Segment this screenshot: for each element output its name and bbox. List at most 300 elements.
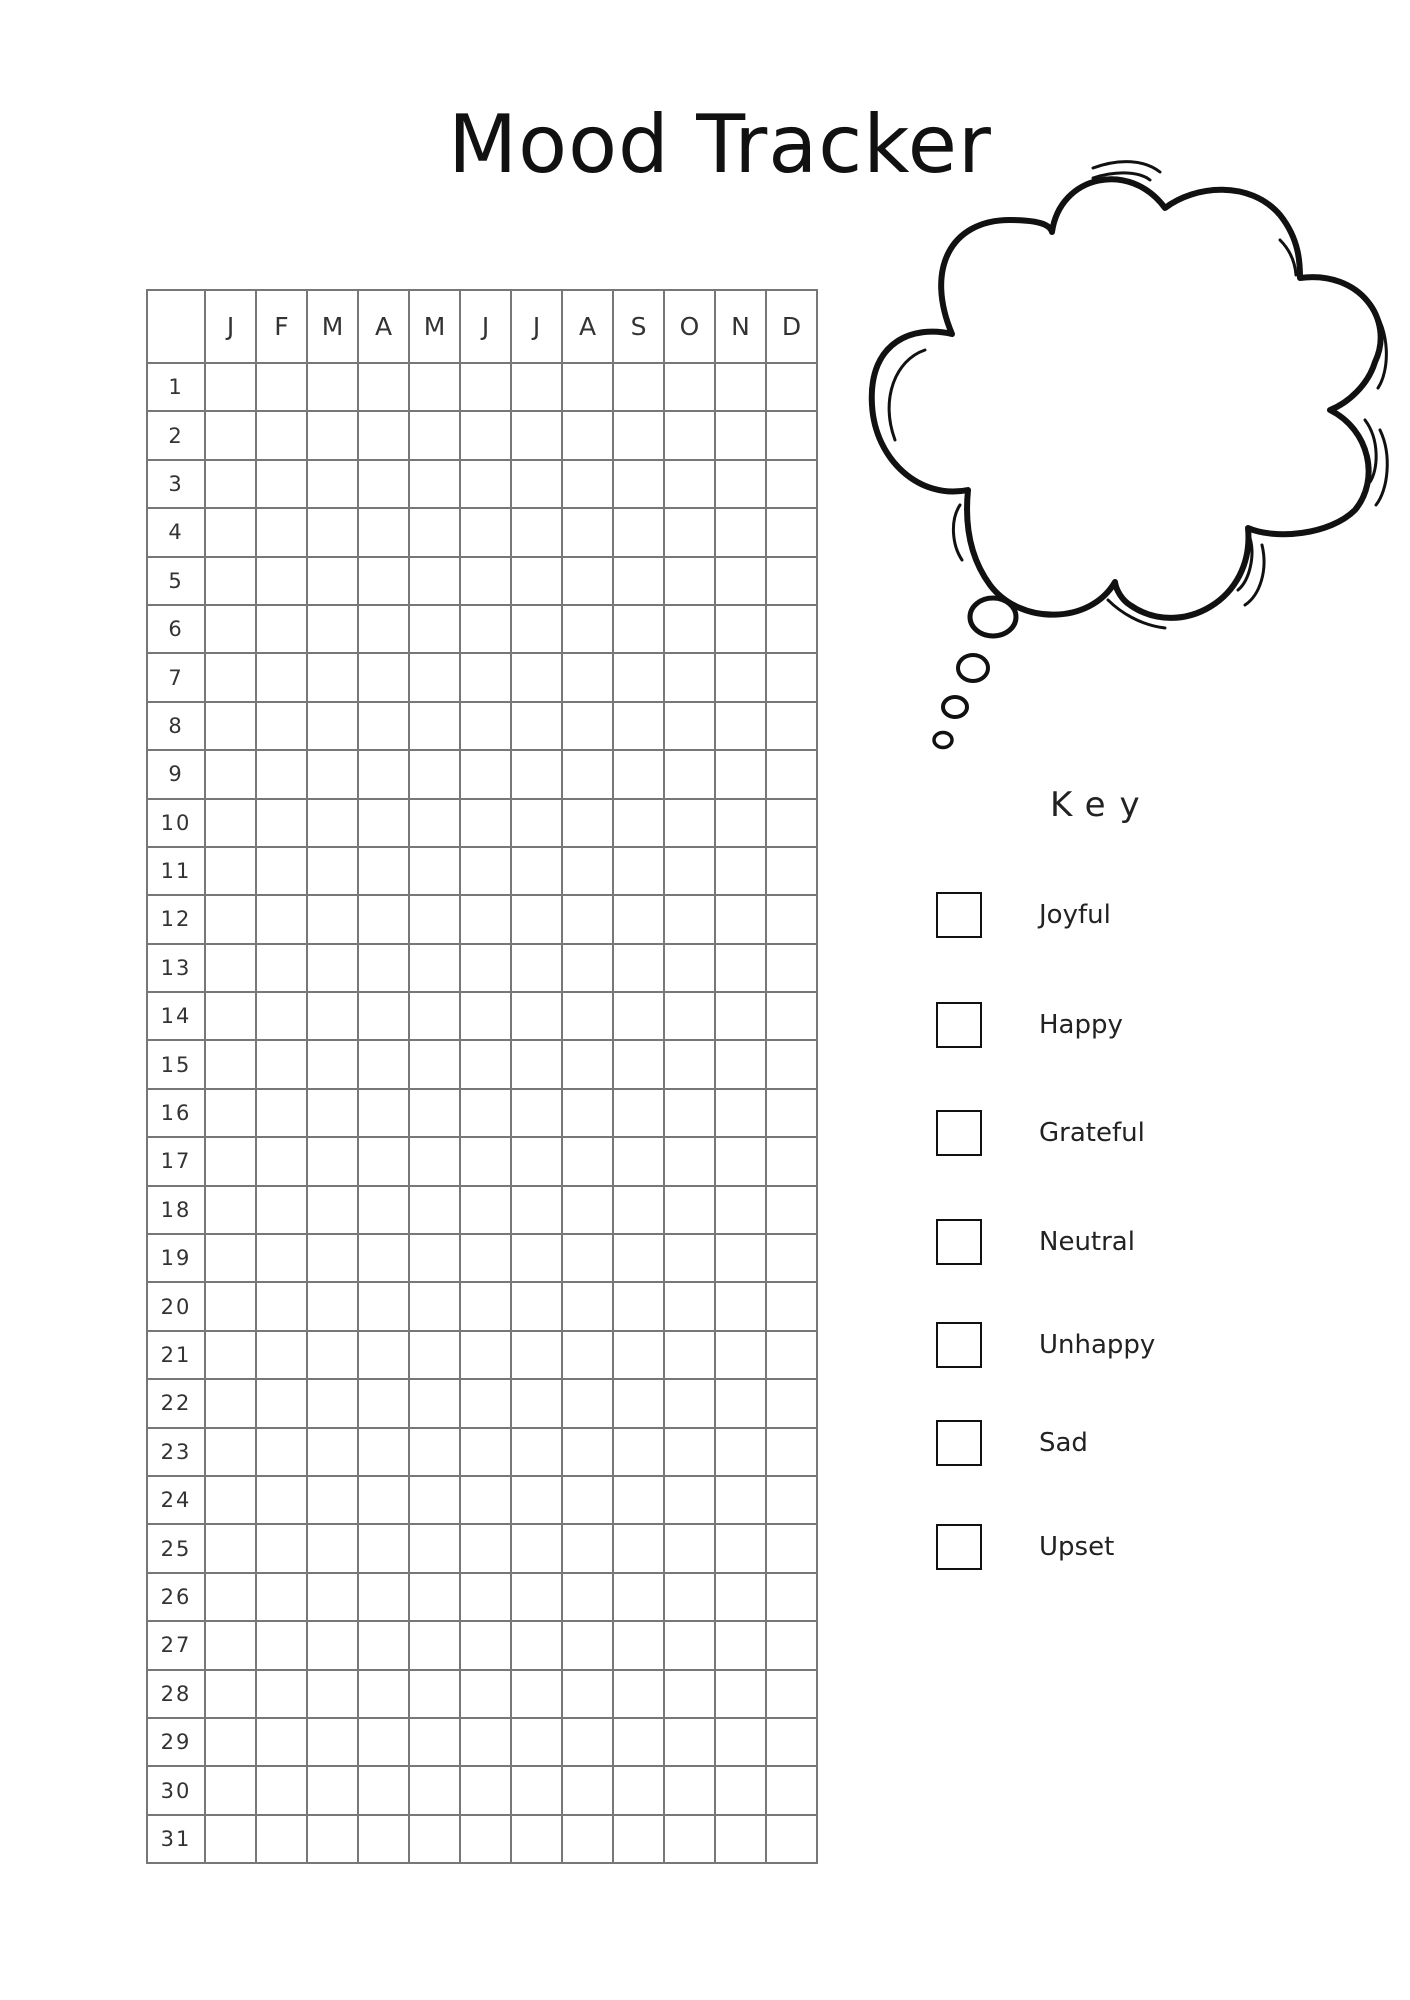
mood-cell[interactable] [256,1379,307,1427]
mood-cell[interactable] [715,605,766,653]
mood-cell[interactable] [460,799,511,847]
mood-cell[interactable] [511,1379,562,1427]
mood-cell[interactable] [766,1718,817,1766]
mood-cell[interactable] [766,1670,817,1718]
mood-cell[interactable] [664,1670,715,1718]
mood-cell[interactable] [562,1428,613,1476]
mood-cell[interactable] [307,557,358,605]
mood-cell[interactable] [613,557,664,605]
mood-cell[interactable] [460,895,511,943]
mood-cell[interactable] [766,460,817,508]
mood-cell[interactable] [205,1766,256,1814]
mood-cell[interactable] [205,557,256,605]
mood-cell[interactable] [766,1040,817,1088]
mood-cell[interactable] [511,1476,562,1524]
mood-cell[interactable] [511,1573,562,1621]
mood-cell[interactable] [307,605,358,653]
mood-cell[interactable] [358,1524,409,1572]
mood-cell[interactable] [205,363,256,411]
mood-cell[interactable] [409,1186,460,1234]
mood-cell[interactable] [715,1718,766,1766]
mood-cell[interactable] [715,1186,766,1234]
mood-cell[interactable] [409,605,460,653]
mood-cell[interactable] [562,1331,613,1379]
mood-cell[interactable] [205,1718,256,1766]
mood-cell[interactable] [307,895,358,943]
mood-cell[interactable] [715,1089,766,1137]
mood-cell[interactable] [562,847,613,895]
mood-cell[interactable] [766,653,817,701]
mood-cell[interactable] [358,1621,409,1669]
mood-cell[interactable] [562,992,613,1040]
mood-cell[interactable] [307,702,358,750]
mood-cell[interactable] [307,363,358,411]
mood-cell[interactable] [409,1379,460,1427]
mood-cell[interactable] [307,1428,358,1476]
mood-cell[interactable] [307,1670,358,1718]
mood-cell[interactable] [613,1137,664,1185]
mood-cell[interactable] [256,895,307,943]
mood-cell[interactable] [715,750,766,798]
mood-cell[interactable] [664,799,715,847]
mood-cell[interactable] [256,363,307,411]
mood-cell[interactable] [256,653,307,701]
mood-cell[interactable] [766,1137,817,1185]
mood-cell[interactable] [562,1621,613,1669]
mood-cell[interactable] [205,1089,256,1137]
mood-cell[interactable] [511,653,562,701]
mood-cell[interactable] [256,1282,307,1330]
key-color-box[interactable] [936,892,982,938]
mood-cell[interactable] [766,1766,817,1814]
mood-cell[interactable] [256,1040,307,1088]
mood-cell[interactable] [715,1621,766,1669]
mood-cell[interactable] [766,508,817,556]
key-color-box[interactable] [936,1524,982,1570]
mood-cell[interactable] [613,1621,664,1669]
mood-cell[interactable] [664,1621,715,1669]
mood-cell[interactable] [205,1331,256,1379]
mood-cell[interactable] [562,1573,613,1621]
mood-cell[interactable] [511,799,562,847]
mood-cell[interactable] [205,1282,256,1330]
mood-cell[interactable] [409,1331,460,1379]
mood-cell[interactable] [511,1766,562,1814]
mood-cell[interactable] [766,1089,817,1137]
mood-cell[interactable] [307,1379,358,1427]
mood-cell[interactable] [307,750,358,798]
mood-cell[interactable] [205,847,256,895]
mood-cell[interactable] [664,1331,715,1379]
key-color-box[interactable] [936,1420,982,1466]
mood-cell[interactable] [205,1524,256,1572]
mood-cell[interactable] [664,702,715,750]
mood-cell[interactable] [205,1573,256,1621]
mood-cell[interactable] [256,411,307,459]
mood-cell[interactable] [460,411,511,459]
key-color-box[interactable] [936,1322,982,1368]
mood-cell[interactable] [460,605,511,653]
mood-cell[interactable] [307,411,358,459]
mood-cell[interactable] [358,508,409,556]
mood-cell[interactable] [409,944,460,992]
mood-cell[interactable] [409,1282,460,1330]
mood-cell[interactable] [766,1282,817,1330]
mood-cell[interactable] [511,1282,562,1330]
mood-cell[interactable] [613,847,664,895]
mood-cell[interactable] [715,1428,766,1476]
mood-cell[interactable] [715,1766,766,1814]
mood-cell[interactable] [664,1476,715,1524]
mood-cell[interactable] [715,460,766,508]
mood-cell[interactable] [256,847,307,895]
mood-cell[interactable] [256,1670,307,1718]
mood-cell[interactable] [256,1331,307,1379]
mood-cell[interactable] [613,944,664,992]
mood-cell[interactable] [664,460,715,508]
mood-cell[interactable] [511,1524,562,1572]
mood-cell[interactable] [358,605,409,653]
mood-cell[interactable] [664,1089,715,1137]
mood-cell[interactable] [511,1815,562,1863]
mood-cell[interactable] [613,605,664,653]
mood-cell[interactable] [409,1573,460,1621]
mood-cell[interactable] [307,847,358,895]
mood-cell[interactable] [358,1766,409,1814]
mood-cell[interactable] [460,1040,511,1088]
mood-cell[interactable] [715,557,766,605]
mood-cell[interactable] [613,508,664,556]
mood-cell[interactable] [562,653,613,701]
mood-cell[interactable] [511,1621,562,1669]
mood-cell[interactable] [664,1379,715,1427]
mood-cell[interactable] [562,460,613,508]
mood-cell[interactable] [307,1718,358,1766]
mood-cell[interactable] [715,1234,766,1282]
mood-cell[interactable] [460,1331,511,1379]
mood-cell[interactable] [664,1040,715,1088]
mood-cell[interactable] [256,1234,307,1282]
mood-cell[interactable] [613,1331,664,1379]
mood-cell[interactable] [511,460,562,508]
mood-cell[interactable] [766,1815,817,1863]
mood-cell[interactable] [358,460,409,508]
mood-cell[interactable] [256,799,307,847]
key-color-box[interactable] [936,1219,982,1265]
mood-cell[interactable] [613,1234,664,1282]
mood-cell[interactable] [256,1476,307,1524]
mood-cell[interactable] [766,750,817,798]
mood-cell[interactable] [358,1331,409,1379]
mood-cell[interactable] [256,1137,307,1185]
mood-cell[interactable] [409,1621,460,1669]
mood-cell[interactable] [358,750,409,798]
mood-cell[interactable] [307,1524,358,1572]
mood-cell[interactable] [205,1428,256,1476]
mood-cell[interactable] [664,363,715,411]
mood-cell[interactable] [409,750,460,798]
mood-cell[interactable] [460,460,511,508]
mood-cell[interactable] [766,1186,817,1234]
mood-cell[interactable] [409,363,460,411]
mood-cell[interactable] [307,1282,358,1330]
mood-cell[interactable] [511,363,562,411]
mood-cell[interactable] [409,895,460,943]
mood-cell[interactable] [307,1476,358,1524]
mood-cell[interactable] [409,1476,460,1524]
mood-cell[interactable] [460,750,511,798]
mood-cell[interactable] [766,847,817,895]
mood-cell[interactable] [205,1670,256,1718]
mood-cell[interactable] [307,1573,358,1621]
mood-cell[interactable] [460,1815,511,1863]
mood-cell[interactable] [766,1621,817,1669]
mood-cell[interactable] [664,1766,715,1814]
mood-cell[interactable] [307,1186,358,1234]
mood-cell[interactable] [715,1815,766,1863]
mood-cell[interactable] [562,1234,613,1282]
mood-cell[interactable] [511,1186,562,1234]
mood-cell[interactable] [511,944,562,992]
mood-cell[interactable] [664,1186,715,1234]
key-color-box[interactable] [936,1110,982,1156]
mood-cell[interactable] [409,1766,460,1814]
mood-cell[interactable] [307,944,358,992]
mood-cell[interactable] [409,653,460,701]
mood-cell[interactable] [562,1766,613,1814]
mood-cell[interactable] [613,411,664,459]
mood-cell[interactable] [205,750,256,798]
mood-cell[interactable] [460,1670,511,1718]
mood-cell[interactable] [358,1186,409,1234]
mood-cell[interactable] [460,1137,511,1185]
mood-cell[interactable] [664,1137,715,1185]
mood-cell[interactable] [562,944,613,992]
mood-cell[interactable] [460,653,511,701]
mood-cell[interactable] [358,411,409,459]
mood-cell[interactable] [562,508,613,556]
mood-cell[interactable] [409,557,460,605]
mood-cell[interactable] [664,1718,715,1766]
mood-cell[interactable] [613,460,664,508]
mood-cell[interactable] [766,1573,817,1621]
mood-cell[interactable] [562,557,613,605]
mood-cell[interactable] [511,1428,562,1476]
mood-cell[interactable] [307,653,358,701]
mood-cell[interactable] [664,1234,715,1282]
mood-cell[interactable] [511,1137,562,1185]
mood-cell[interactable] [511,1234,562,1282]
mood-cell[interactable] [715,895,766,943]
mood-cell[interactable] [664,1524,715,1572]
mood-cell[interactable] [205,1621,256,1669]
mood-cell[interactable] [715,1476,766,1524]
mood-cell[interactable] [766,799,817,847]
mood-cell[interactable] [715,411,766,459]
mood-cell[interactable] [205,702,256,750]
mood-cell[interactable] [766,1524,817,1572]
mood-cell[interactable] [307,1137,358,1185]
mood-cell[interactable] [205,1815,256,1863]
mood-cell[interactable] [766,895,817,943]
mood-cell[interactable] [256,1766,307,1814]
mood-cell[interactable] [358,1428,409,1476]
mood-cell[interactable] [715,847,766,895]
mood-cell[interactable] [562,605,613,653]
mood-cell[interactable] [613,1718,664,1766]
mood-cell[interactable] [358,1379,409,1427]
mood-cell[interactable] [613,895,664,943]
mood-cell[interactable] [613,1186,664,1234]
mood-cell[interactable] [613,750,664,798]
mood-cell[interactable] [511,411,562,459]
mood-cell[interactable] [715,702,766,750]
mood-cell[interactable] [715,1137,766,1185]
mood-cell[interactable] [766,363,817,411]
mood-cell[interactable] [664,1282,715,1330]
mood-cell[interactable] [715,1282,766,1330]
mood-cell[interactable] [613,1040,664,1088]
mood-cell[interactable] [409,1428,460,1476]
mood-cell[interactable] [307,1815,358,1863]
mood-cell[interactable] [205,460,256,508]
mood-cell[interactable] [766,1234,817,1282]
mood-cell[interactable] [205,944,256,992]
mood-cell[interactable] [460,847,511,895]
mood-cell[interactable] [256,508,307,556]
mood-cell[interactable] [664,557,715,605]
mood-cell[interactable] [256,1815,307,1863]
mood-cell[interactable] [358,1476,409,1524]
mood-cell[interactable] [715,1379,766,1427]
mood-cell[interactable] [460,1573,511,1621]
mood-cell[interactable] [562,1137,613,1185]
mood-cell[interactable] [562,750,613,798]
mood-cell[interactable] [256,1524,307,1572]
mood-cell[interactable] [613,1524,664,1572]
mood-cell[interactable] [715,1670,766,1718]
mood-cell[interactable] [664,1573,715,1621]
mood-cell[interactable] [409,992,460,1040]
mood-cell[interactable] [511,702,562,750]
mood-cell[interactable] [715,1040,766,1088]
mood-cell[interactable] [613,1428,664,1476]
key-color-box[interactable] [936,1002,982,1048]
mood-cell[interactable] [205,653,256,701]
mood-cell[interactable] [766,557,817,605]
mood-cell[interactable] [460,992,511,1040]
mood-cell[interactable] [409,1234,460,1282]
mood-cell[interactable] [358,1718,409,1766]
mood-cell[interactable] [460,363,511,411]
mood-cell[interactable] [613,363,664,411]
mood-cell[interactable] [766,411,817,459]
mood-cell[interactable] [664,605,715,653]
mood-cell[interactable] [562,1040,613,1088]
mood-cell[interactable] [205,799,256,847]
mood-cell[interactable] [460,1621,511,1669]
mood-cell[interactable] [613,799,664,847]
mood-cell[interactable] [766,944,817,992]
mood-cell[interactable] [307,992,358,1040]
mood-cell[interactable] [256,702,307,750]
mood-cell[interactable] [205,1476,256,1524]
mood-cell[interactable] [613,1766,664,1814]
mood-cell[interactable] [511,992,562,1040]
mood-cell[interactable] [511,605,562,653]
mood-cell[interactable] [409,799,460,847]
mood-cell[interactable] [358,557,409,605]
mood-cell[interactable] [460,1234,511,1282]
mood-cell[interactable] [460,944,511,992]
mood-cell[interactable] [562,1524,613,1572]
mood-cell[interactable] [358,895,409,943]
mood-cell[interactable] [562,411,613,459]
mood-cell[interactable] [358,799,409,847]
mood-cell[interactable] [256,750,307,798]
mood-cell[interactable] [409,508,460,556]
mood-cell[interactable] [715,1331,766,1379]
mood-cell[interactable] [511,895,562,943]
mood-cell[interactable] [256,944,307,992]
mood-cell[interactable] [409,1815,460,1863]
mood-cell[interactable] [460,557,511,605]
mood-cell[interactable] [205,992,256,1040]
mood-cell[interactable] [205,605,256,653]
mood-cell[interactable] [715,992,766,1040]
mood-cell[interactable] [460,1186,511,1234]
mood-cell[interactable] [409,1524,460,1572]
mood-cell[interactable] [613,1379,664,1427]
mood-cell[interactable] [511,1040,562,1088]
mood-cell[interactable] [409,460,460,508]
mood-cell[interactable] [205,1040,256,1088]
mood-cell[interactable] [358,992,409,1040]
mood-cell[interactable] [358,1040,409,1088]
mood-cell[interactable] [766,1331,817,1379]
mood-cell[interactable] [766,1476,817,1524]
mood-cell[interactable] [715,1573,766,1621]
mood-cell[interactable] [205,1137,256,1185]
mood-cell[interactable] [256,605,307,653]
mood-cell[interactable] [562,895,613,943]
mood-cell[interactable] [664,944,715,992]
mood-cell[interactable] [358,847,409,895]
mood-cell[interactable] [613,1089,664,1137]
mood-cell[interactable] [409,1137,460,1185]
mood-cell[interactable] [715,508,766,556]
mood-cell[interactable] [205,411,256,459]
mood-cell[interactable] [613,992,664,1040]
mood-cell[interactable] [562,363,613,411]
mood-cell[interactable] [715,653,766,701]
mood-cell[interactable] [307,1621,358,1669]
mood-cell[interactable] [460,1089,511,1137]
mood-cell[interactable] [358,1815,409,1863]
mood-cell[interactable] [460,1524,511,1572]
mood-cell[interactable] [256,1573,307,1621]
mood-cell[interactable] [664,1815,715,1863]
mood-cell[interactable] [715,1524,766,1572]
mood-cell[interactable] [256,460,307,508]
mood-cell[interactable] [358,1670,409,1718]
mood-cell[interactable] [562,1476,613,1524]
mood-cell[interactable] [562,1379,613,1427]
mood-cell[interactable] [307,1040,358,1088]
mood-cell[interactable] [307,1331,358,1379]
mood-cell[interactable] [511,557,562,605]
mood-cell[interactable] [664,992,715,1040]
